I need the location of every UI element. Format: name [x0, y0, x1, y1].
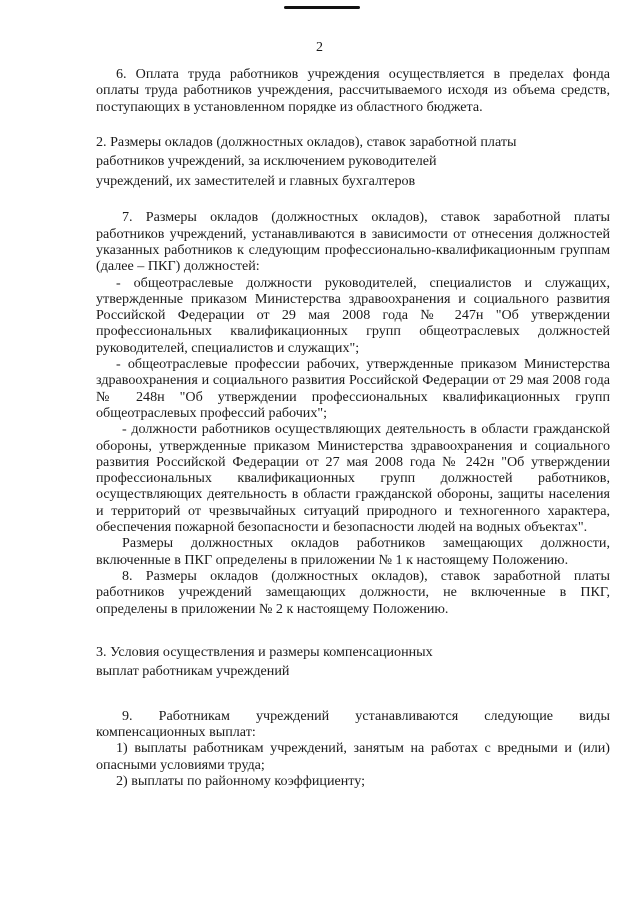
section-2-title-line-1: 2. Размеры окладов (должностных окладов), ставок заработной платы — [96, 133, 517, 150]
section-2-title-line-2: работников учреждений, за исключением руководителей — [96, 153, 437, 170]
bullet-3: - должности работников осуществляющих деятельность в области гражданской обороны, утвержденные приказом Министерства здравоохранения и социального развития Российской Федерации от 27 мая 2008 года № 242н "Об утверждении профессиональных квалификационных групп должностей работников, осуществляющих деятельность в области гражданской обороны, защиты населения и территорий от чрезвычайных ситуаций природного и техногенного характера, обеспечения пожарной безопасности и безопасности людей на водных объектах". — [96, 421, 610, 536]
section-3-heading — [96, 643, 610, 682]
section-3-title-line-1: 3. Условия осуществления и размеры компенсационных — [96, 643, 433, 660]
list-item-1: 1) выплаты работникам учреждений, занятым на работах с вредными и (или) опасными условиями труда; — [96, 740, 610, 773]
section-3-title-line-2: выплат работникам учреждений — [96, 663, 290, 680]
page-number: 2 — [316, 40, 323, 55]
section-2-title-line-3: учреждений, их заместителей и главных бухгалтеров — [96, 172, 416, 189]
paragraph-9: 9. Работникам учреждений устанавливаются следующие виды компенсационных выплат: — [96, 707, 610, 741]
scan-artifact — [284, 6, 360, 9]
section-2-heading — [96, 133, 610, 192]
paragraph-6: 6. Оплата труда работников учреждения осуществляется в пределах фонда оплаты труда работников учреждения, рассчитываемого исходя из объема средств, поступающих в установленном порядке из областного бюджета. — [96, 66, 610, 115]
bullet-2: - общеотраслевые профессии рабочих, утвержденные приказом Министерства здравоохранения и социального развития Российской Федерации от 29 мая 2008 года № 248н "Об утверждении профессиональных квалификационных групп общеотраслевых профессий рабочих"; — [96, 356, 610, 421]
list-item-2: 2) выплаты по районному коэффициенту; — [116, 773, 366, 789]
bullet-1: - общеотраслевые должности руководителей, специалистов и служащих, утвержденные приказом Министерства здравоохранения и социального развития Российской Федерации от 29 мая 2008 года № 247н "Об утверждении профессиональных квалификационных групп общеотраслевых должностей руководителей, специалистов и служащих"; — [96, 274, 610, 356]
paragraph-7: 7. Размеры окладов (должностных окладов), ставок заработной платы работников учреждений, устанавливаются в зависимости от отнесения должностей указанных работников к следующим профессионально-квалификационным группам (далее – ПКГ) должностей: — [96, 209, 610, 275]
paragraph-8: 8. Размеры окладов (должностных окладов), ставок заработной платы работников учреждений замещающих должности, не включенные в ПКГ, определены в приложении № 2 к настоящему Положению. — [96, 567, 610, 617]
paragraph-sizes: Размеры должностных окладов работников замещающих должности, включенные в ПКГ определены в приложении № 1 к настоящему Положению. — [96, 535, 610, 568]
document-body — [96, 66, 610, 789]
